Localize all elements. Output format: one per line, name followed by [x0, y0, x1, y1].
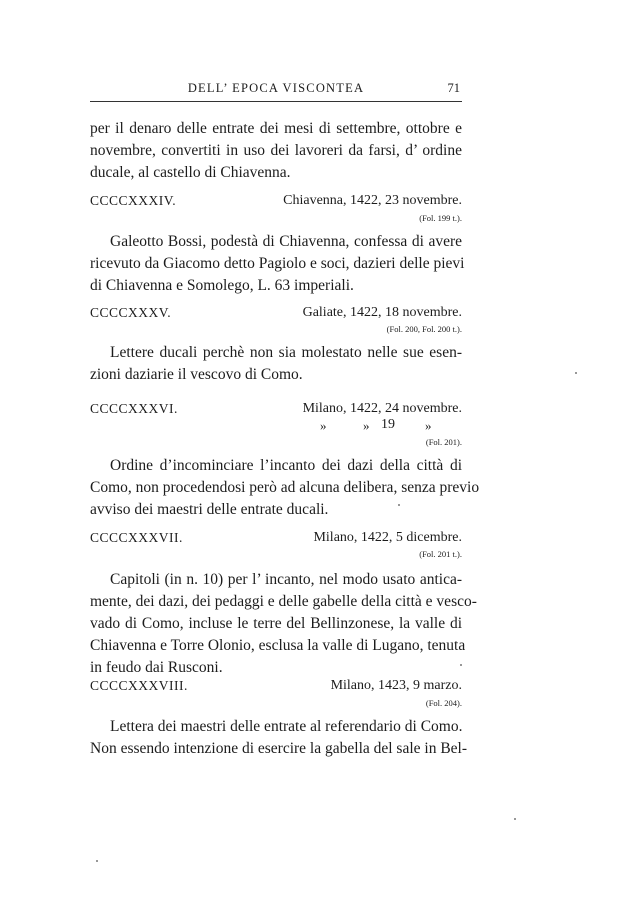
scan-speck — [398, 504, 400, 506]
entry-folio: (Fol. 201). — [425, 437, 462, 447]
scan-speck — [514, 818, 516, 820]
entry-text-line: vado di Como, incluse le terre del Bellinzonese, la valle di — [90, 615, 462, 632]
scan-speck — [96, 860, 98, 862]
intro-line: per il denaro delle entrate dei mesi di settembre, ottobre e — [90, 120, 462, 137]
entry-number: CCCCXXXVI. — [90, 401, 178, 416]
running-header — [90, 81, 462, 101]
ditto-day: 19 — [381, 417, 395, 432]
entry-number: CCCCXXXVIII. — [90, 678, 188, 693]
page-number: 71 — [447, 81, 460, 95]
entry-text-line: Capitoli (in n. 10) per l’ incanto, nel modo usato antica- — [110, 571, 462, 588]
ditto-mark: » — [320, 418, 327, 433]
entry-number: CCCCXXXV. — [90, 305, 172, 320]
entry-folio: (Fol. 201 t.). — [419, 549, 462, 559]
entry-text-line: Ordine d’incominciare l’incanto dei dazi della città di — [110, 457, 462, 474]
entry-place-date: Milano, 1422, 24 novembre. — [302, 401, 462, 416]
header-rule — [90, 101, 462, 102]
running-title: DELL’ EPOCA VISCONTEA — [187, 81, 365, 95]
entry-text-line: avviso dei maestri delle entrate ducali. — [90, 501, 329, 518]
entry-text-line: Como, non procedendosi però ad alcuna delibera, senza previo — [90, 479, 480, 496]
ditto-mark: » — [425, 418, 432, 433]
entry-place-date: Milano, 1423, 9 marzo. — [330, 678, 462, 693]
entry-place-date: Chiavenna, 1422, 23 novembre. — [283, 193, 462, 208]
entry-text-line: ricevuto da Giacomo detto Pagiolo e soci, dazieri delle pievi — [90, 255, 465, 272]
scan-speck — [460, 664, 462, 666]
entry-text-line: zioni daziarie il vescovo di Como. — [90, 366, 303, 383]
scan-speck — [575, 372, 577, 374]
entry-place-date: Milano, 1422, 5 dicembre. — [313, 530, 462, 545]
entry-folio: (Fol. 200, Fol. 200 t.). — [386, 324, 462, 334]
entry-text-line: Lettera dei maestri delle entrate al referendario di Como. — [110, 718, 463, 735]
entry-number: CCCCXXXVII. — [90, 530, 183, 545]
intro-line: ducale, al castello di Chiavenna. — [90, 164, 291, 181]
entry-place-date: Galiate, 1422, 18 novembre. — [302, 305, 462, 320]
ditto-mark: » — [363, 418, 370, 433]
intro-line: novembre, convertiti in uso dei lavoreri da farsi, d’ ordine — [90, 142, 462, 159]
entry-text-line: di Chiavenna e Somolego, L. 63 imperiali. — [90, 277, 354, 294]
entry-text-line: in feudo dai Rusconi. — [90, 659, 223, 676]
entry-folio: (Fol. 204). — [425, 698, 462, 708]
entry-text-line: Chiavenna e Torre Olonio, esclusa la valle di Lugano, tenuta — [90, 637, 466, 654]
entry-text-line: mente, dei dazi, dei pedaggi e delle gabelle della città e vesco- — [90, 593, 477, 610]
entry-text-line: Galeotto Bossi, podestà di Chiavenna, confessa di avere — [110, 233, 462, 250]
entry-folio: (Fol. 199 t.). — [419, 213, 462, 223]
entry-number: CCCCXXXIV. — [90, 193, 177, 208]
entry-text-line: Lettere ducali perchè non sia molestato nelle sue esen- — [110, 344, 462, 361]
entry-text-line: Non essendo intenzione di esercire la gabella del sale in Bel- — [90, 740, 468, 757]
